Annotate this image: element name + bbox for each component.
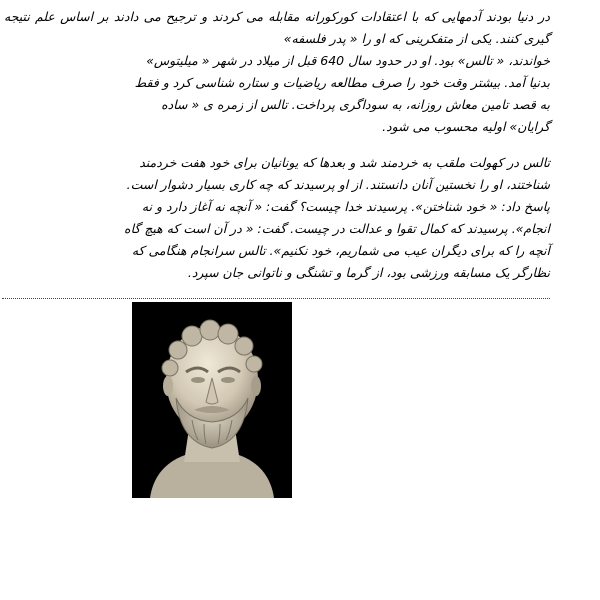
dotted-divider — [2, 298, 550, 299]
thales-bust-illustration — [132, 302, 292, 498]
article-paragraph-2-block — [4, 152, 550, 284]
article-paragraph-1-block — [4, 6, 550, 138]
article-paragraph-2: تالس در کهولت ملقب به خردمند شد و بعدها که یونانیان برای خود هفت خردمند شناختند، او را نخستین آنان دانستند. از او پرسیدند که چه کاری بسیار دشوار است. پاسخ داد: « خود شناختن». پرسیدند خدا چیست؟ گفت: « آنچه نه آغاز دارد و نه انجام». پرسیدند که کمال تقوا و عدالت در چیست. گفت: « در آن است که هیچ گاه آنچه را که برای دیگران عیب می شماریم، خود نکنیم». تالس سرانجام هنگامی که نظارگر یک مسابقه ورزشی بود، از گرما و تشنگی و ناتوانی جان سپرد. — [124, 155, 550, 280]
thales-bust-image — [132, 302, 292, 498]
article-paragraph-1: در دنیا بودند آدمهایی که با اعتقادات کورکورانه مقابله می کردند و ترجیح می دادند بر اساس علم نتیجه گیری کنند. یکی از متفکرینی که او را « پدر فلسفه» خواندند، « تالس» بود. او در حدود سال 640 قبل از میلاد در شهر « میلیتوس» بدنیا آمد. بیشتر وقت خود را صرف مطالعه ریاضیات و ستاره شناسی کرد و فقط به قصد تامین معاش روزانه، به سوداگری پرداخت. تالس از زمره ی « ساده گرایان» اولیه محسوب می شود. — [4, 9, 550, 134]
